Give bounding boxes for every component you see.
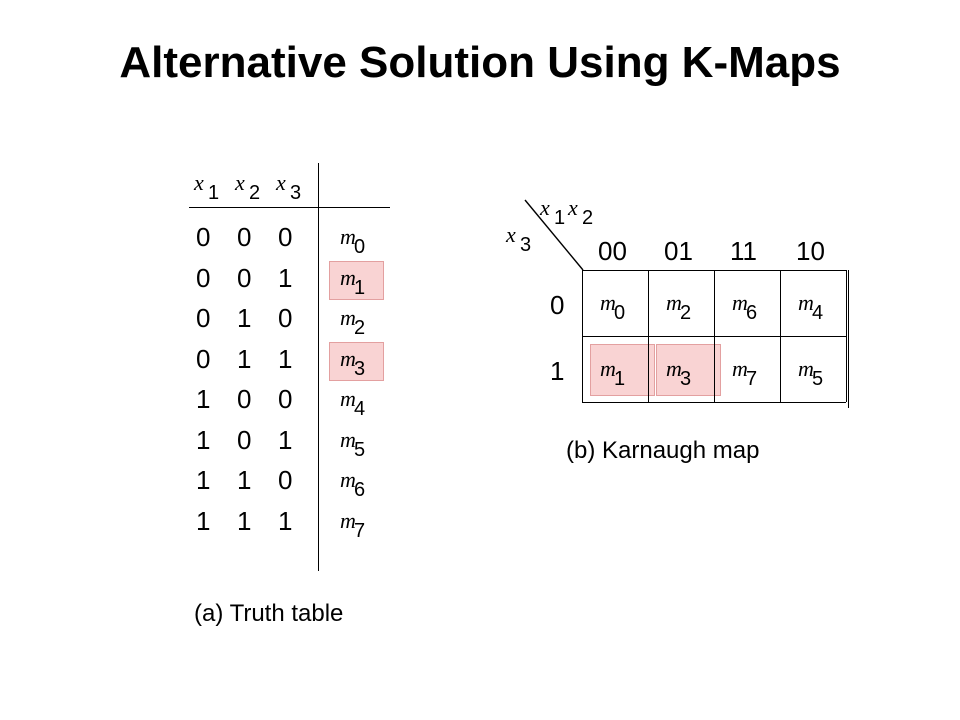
truth-table-caption: (a) Truth table	[194, 600, 344, 627]
karnaugh-map-caption: (b) Karnaugh map	[566, 437, 760, 464]
kmap-cell-m0-sub: 0	[614, 302, 626, 324]
tt-minterm-5-var: m	[340, 426, 356, 452]
tt-minterm-3-sub: 3	[354, 357, 366, 380]
tt-bit: 1	[278, 262, 293, 293]
tt-bit: 1	[196, 424, 211, 455]
kmap-row-var	[506, 222, 550, 256]
tt-bit: 0	[196, 303, 211, 333]
kmap-cell-m1-sub: 1	[614, 368, 626, 390]
kmap-cell-m2-var: m	[666, 290, 682, 315]
kmap-cell-m5-var: m	[798, 356, 814, 381]
tt-bit: 0	[237, 424, 252, 455]
tt-bit: 0	[237, 222, 252, 252]
kmap-col-header: 11	[730, 236, 757, 266]
kmap-cell-m3-sub: 3	[680, 368, 692, 390]
kmap-cell-m5	[798, 356, 842, 390]
kmap-grid-vline	[582, 270, 583, 402]
kmap-row-header: 0	[550, 290, 565, 320]
tt-minterm-5-sub: 5	[354, 438, 366, 461]
kmap-col-var-2-sub: 2	[582, 207, 594, 229]
tt-header-1-sub: 1	[208, 182, 220, 204]
kmap-cell-m7-var: m	[732, 356, 748, 381]
tt-bit: 1	[237, 343, 252, 374]
tt-bit: 0	[278, 303, 293, 333]
kmap-cell-m7	[732, 356, 776, 390]
tt-minterm-1-var: m	[340, 264, 356, 290]
tt-bit: 1	[278, 343, 293, 374]
tt-bit: 1	[237, 303, 252, 333]
kmap-cell-m4-var: m	[798, 290, 814, 315]
tt-bit: 0	[196, 262, 211, 293]
kmap-cell-m6-var: m	[732, 290, 748, 315]
kmap-cell-m5-sub: 5	[812, 368, 824, 390]
kmap-grid-right-border	[848, 270, 849, 408]
tt-minterm-6-sub: 6	[354, 479, 366, 501]
tt-minterm-0-var: m	[340, 224, 356, 249]
kmap-grid-vline	[648, 270, 649, 402]
kmap-col-var-1-var: x	[540, 195, 550, 220]
tt-bit: 1	[196, 505, 211, 536]
tt-minterm-3-var: m	[340, 345, 356, 371]
kmap-col-header: 10	[796, 236, 825, 266]
tt-bit: 1	[237, 465, 252, 495]
kmap-cell-m6-sub: 6	[746, 302, 758, 324]
tt-bit: 1	[196, 384, 211, 414]
kmap-grid-vline	[714, 270, 715, 402]
tt-bit: 0	[237, 262, 252, 293]
kmap-grid-hline	[582, 402, 846, 403]
kmap-cell-m3-var: m	[666, 356, 682, 381]
kmap-cell-m0-var: m	[600, 290, 616, 315]
tt-minterm-1-sub: 1	[354, 276, 366, 299]
tt-minterm-6-var: m	[340, 467, 356, 492]
kmap-cell-m0	[600, 290, 644, 324]
kmap-col-var-1-sub: 1	[554, 207, 566, 229]
tt-header-2-sub: 2	[249, 182, 261, 204]
tt-minterm-0-sub: 0	[354, 236, 366, 258]
tt-header-1-var: x	[194, 170, 204, 195]
page-title: Alternative Solution Using K-Maps	[119, 38, 841, 87]
tt-bit: 0	[196, 222, 211, 252]
kmap-row-var-sub: 3	[520, 234, 532, 256]
tt-bit: 0	[237, 384, 252, 414]
kmap-cell-m2-sub: 2	[680, 302, 692, 324]
tt-bit: 1	[237, 505, 252, 536]
tt-bit: 1	[278, 505, 293, 536]
tt-bit: 0	[278, 384, 293, 414]
kmap-cell-m6	[732, 290, 776, 324]
kmap-col-header: 00	[598, 236, 627, 266]
tt-bit: 1	[278, 424, 293, 455]
kmap-cell-m2	[666, 290, 710, 324]
kmap-row-header: 1	[550, 356, 565, 386]
kmap-cell-m7-sub: 7	[746, 368, 758, 390]
tt-minterm-7-sub: 7	[354, 519, 366, 542]
kmap-col-header: 01	[664, 236, 693, 266]
kmap-cell-m4-sub: 4	[812, 302, 824, 324]
tt-minterm-4-var: m	[340, 386, 356, 411]
tt-header-3-sub: 3	[290, 182, 302, 204]
kmap-col-var-2	[568, 195, 612, 229]
kmap-cell-m4	[798, 290, 842, 324]
tt-bit: 0	[196, 343, 211, 374]
tt-minterm-2-var: m	[340, 305, 356, 330]
kmap-cell-m3	[666, 356, 710, 390]
tt-minterm-4-sub: 4	[354, 398, 366, 420]
tt-header-2-var: x	[235, 170, 245, 195]
tt-bit: 1	[196, 465, 211, 495]
kmap-row-var-var: x	[506, 222, 516, 247]
tt-minterm-2-sub: 2	[354, 317, 366, 339]
tt-bit: 0	[278, 465, 293, 495]
kmap-cell-m1	[600, 356, 644, 390]
kmap-col-var-2-var: x	[568, 195, 578, 220]
kmap-cell-m1-var: m	[600, 356, 616, 381]
kmap-grid-vline	[780, 270, 781, 402]
tt-bit: 0	[278, 222, 293, 252]
kmap-grid-vline	[846, 270, 847, 402]
tt-minterm-7-var: m	[340, 507, 356, 533]
tt-header-3-var: x	[276, 170, 286, 195]
